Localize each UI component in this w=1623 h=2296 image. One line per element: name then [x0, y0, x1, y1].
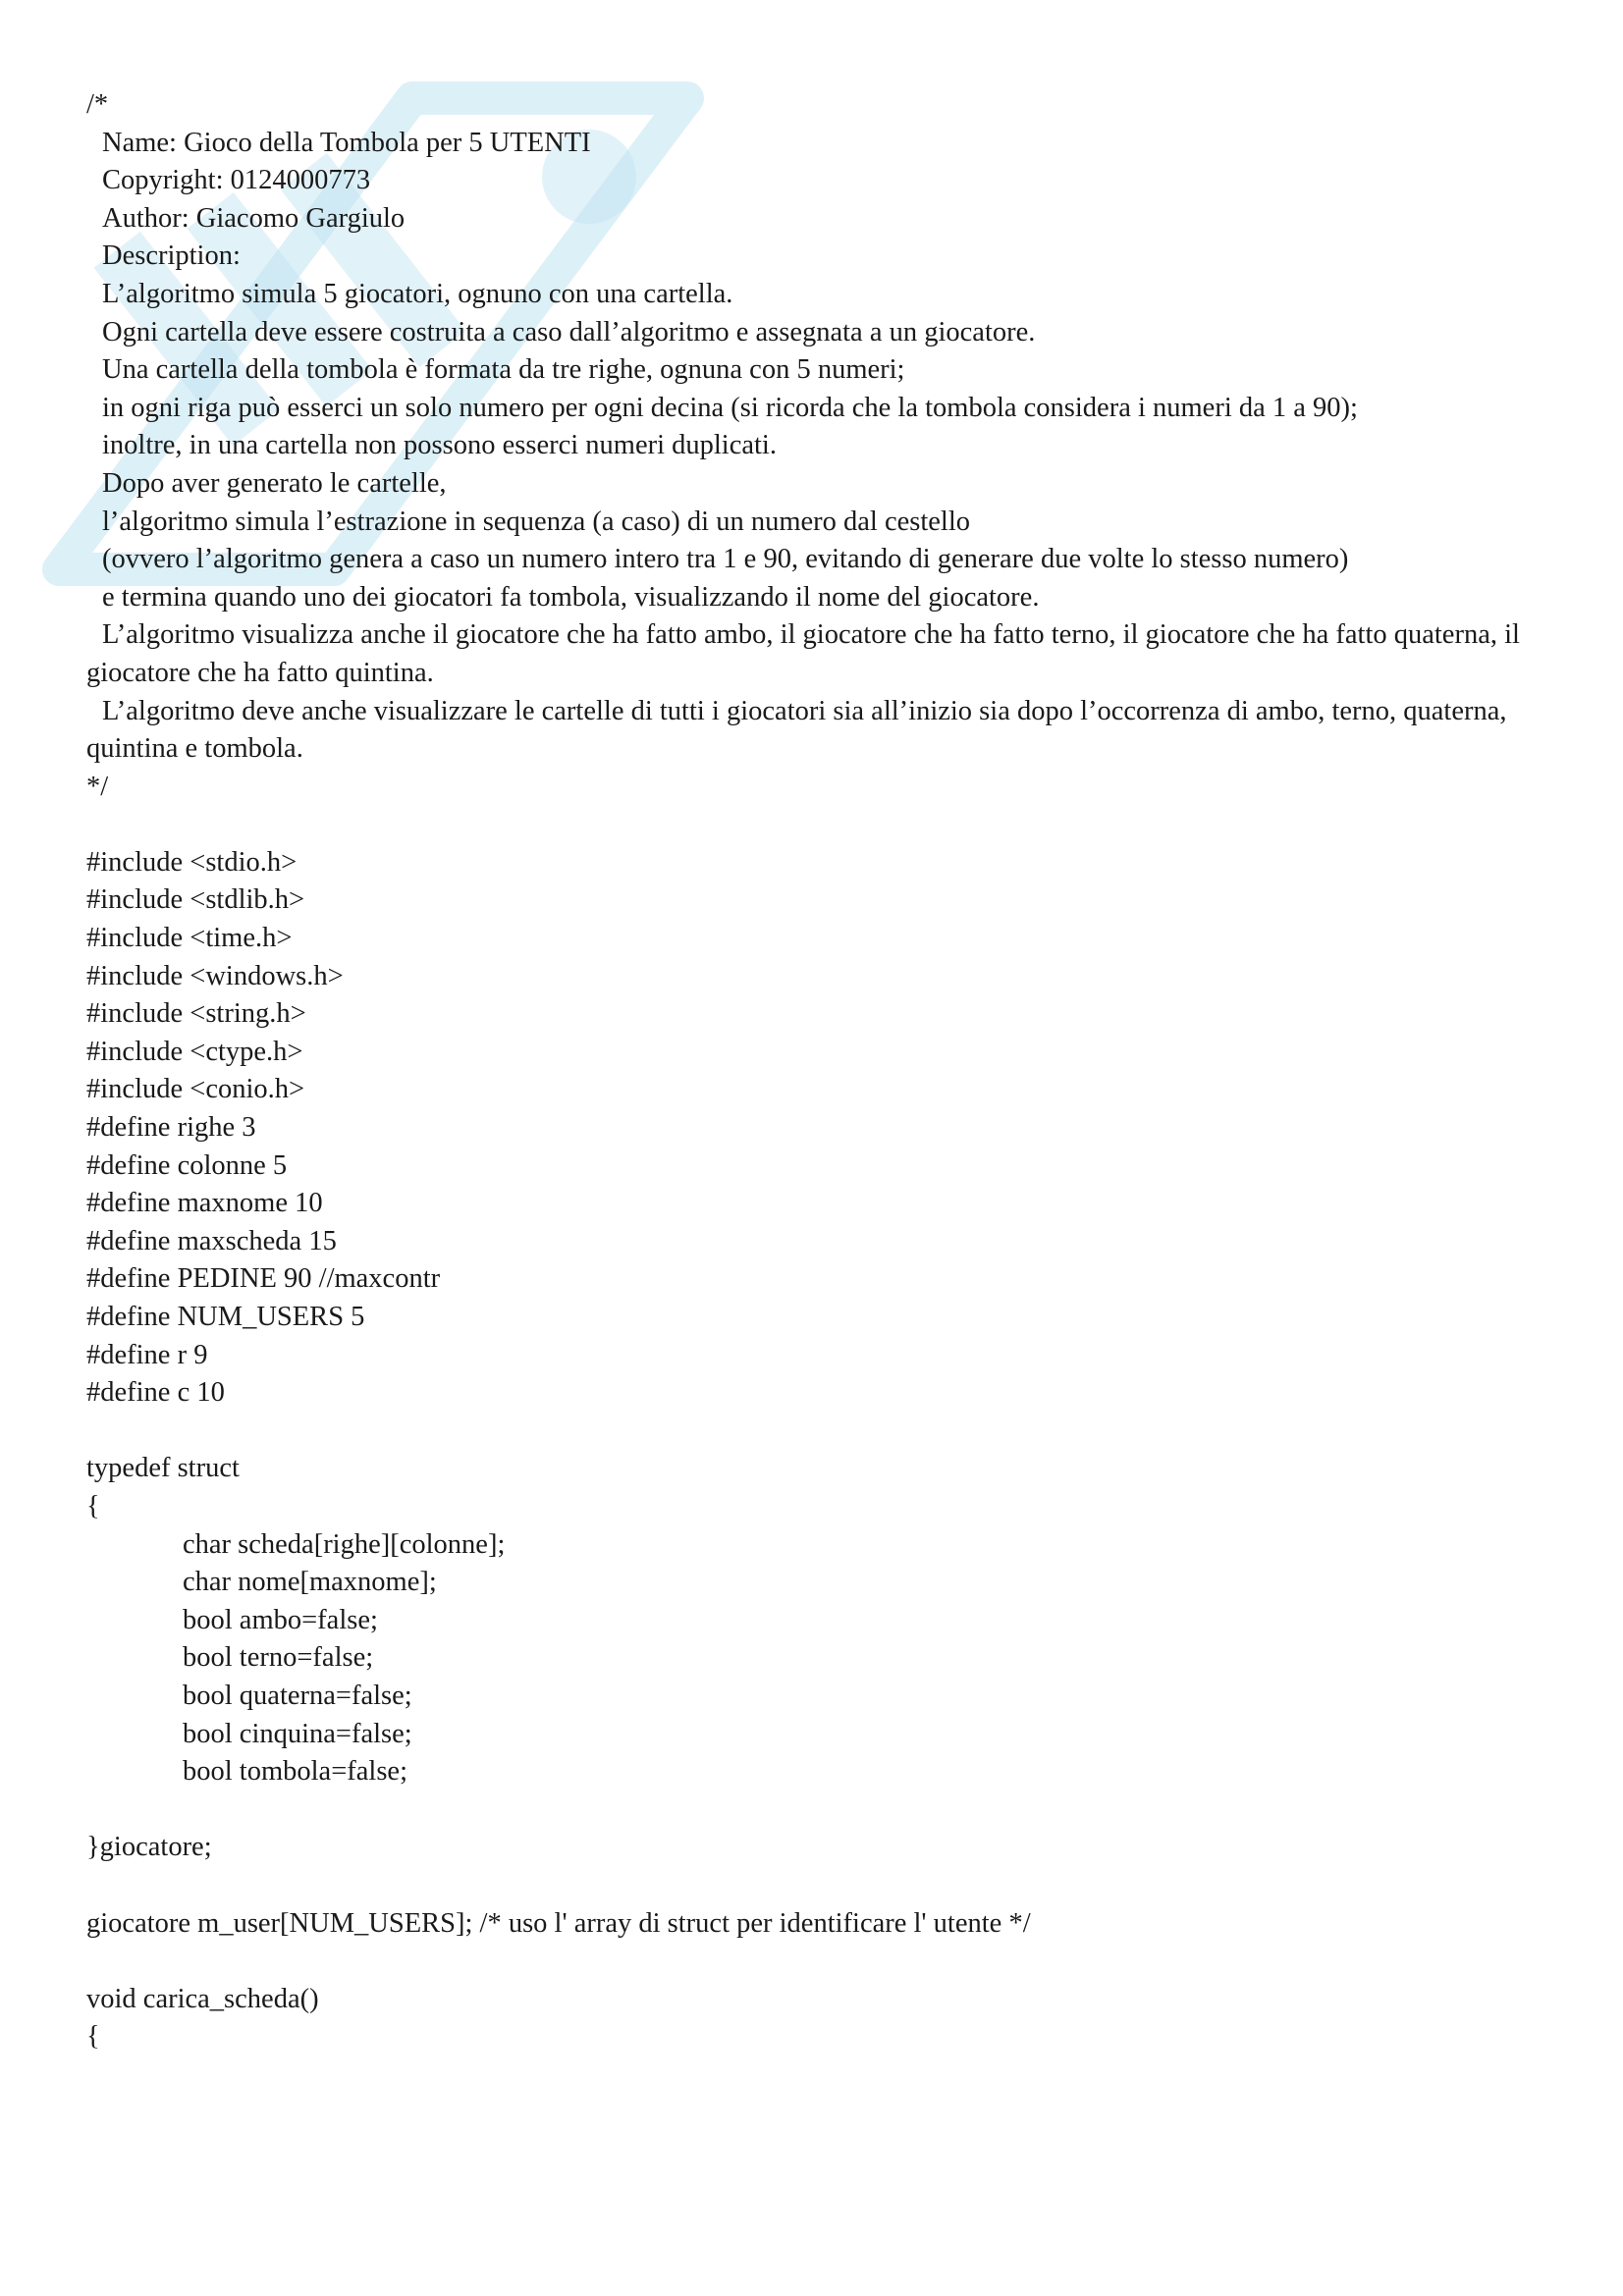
blank-line	[86, 1867, 1540, 1905]
description-line: L’algoritmo simula 5 giocatori, ognuno con una cartella.	[102, 278, 733, 309]
struct-field: bool tombola=false;	[183, 1756, 407, 1788]
function-brace-open: {	[86, 2021, 100, 2053]
struct-field: bool cinquina=false;	[183, 1718, 412, 1749]
define-line: #define maxnome 10	[86, 1188, 323, 1219]
description-line: Ogni cartella deve essere costruita a caso dall’algoritmo e assegnata a un giocatore.	[102, 316, 1036, 347]
description-line: inoltre, in una cartella non possono esserci numeri duplicati.	[102, 430, 777, 461]
struct-field: bool ambo=false;	[183, 1604, 378, 1635]
description-line: Una cartella della tombola è formata da tre righe, ognuna con 5 numeri;	[102, 354, 905, 386]
description-line: L’algoritmo deve anche visualizzare le cartelle di tutti i giocatori sia all’inizio sia dopo l’occorrenza di ambo, terno, quaterna, quintina e tombola.	[86, 695, 1514, 765]
include-line: #include <windows.h>	[86, 960, 344, 991]
blank-line	[86, 1943, 1540, 1981]
description-line: L’algoritmo visualizza anche il giocatore che ha fatto ambo, il giocatore che ha fatto terno, il giocatore che ha fatto quaterna, il giocatore che ha fatto quintina.	[86, 619, 1528, 688]
define-line: #define NUM_USERS 5	[86, 1302, 365, 1332]
define-line: #define r 9	[86, 1339, 208, 1370]
struct-field: bool quaterna=false;	[183, 1680, 412, 1711]
header-name: Name: Gioco della Tombola per 5 UTENTI	[102, 127, 591, 158]
include-line: #include <conio.h>	[86, 1074, 305, 1105]
description-line: Dopo aver generato le cartelle,	[102, 467, 447, 499]
description-line: e termina quando uno dei giocatori fa tombola, visualizzando il nome del giocatore.	[102, 581, 1040, 613]
define-line: #define righe 3	[86, 1112, 256, 1144]
comment-close: */	[86, 771, 109, 802]
header-author: Author: Giacomo Gargiulo	[102, 202, 406, 234]
blank-line	[86, 1791, 1540, 1830]
description-line: (ovvero l’algoritmo genera a caso un numero intero tra 1 e 90, evitando di generare due volte lo stesso numero)	[102, 544, 1349, 575]
struct-field: bool terno=false;	[183, 1642, 374, 1674]
define-line: #define PEDINE 90 //maxcontr	[86, 1263, 441, 1295]
document-page	[86, 86, 1540, 2056]
description-line: l’algoritmo simula l’estrazione in sequenza (a caso) di un numero dal cestello	[102, 506, 970, 537]
description-line: in ogni riga può esserci un solo numero per ogni decina (si ricorda che la tombola considera i numeri da 1 a 90);	[102, 392, 1358, 423]
include-line: #include <stdio.h>	[86, 846, 298, 878]
struct-field: char scheda[righe][colonne];	[183, 1528, 506, 1560]
struct-field: char nome[maxnome];	[183, 1567, 437, 1598]
include-line: #include <stdlib.h>	[86, 884, 305, 916]
struct-brace-open: {	[86, 1490, 100, 1522]
header-description-label: Description:	[102, 240, 241, 272]
include-line: #include <time.h>	[86, 923, 293, 954]
include-line: #include <string.h>	[86, 998, 306, 1030]
function-declaration: void carica_scheda()	[86, 1983, 319, 2014]
comment-open: /*	[86, 89, 109, 120]
define-line: #define c 10	[86, 1377, 225, 1409]
include-line: #include <ctype.h>	[86, 1036, 303, 1067]
define-line: #define maxscheda 15	[86, 1225, 337, 1256]
struct-close: }giocatore;	[86, 1832, 212, 1863]
struct-declaration: typedef struct	[86, 1453, 240, 1484]
array-declaration: giocatore m_user[NUM_USERS]; /* uso l' array di struct per identificare l' utente */	[86, 1907, 1031, 1939]
define-line: #define colonne 5	[86, 1149, 288, 1181]
blank-line	[86, 806, 1540, 844]
header-copyright: Copyright: 0124000773	[102, 165, 371, 196]
blank-line	[86, 1413, 1540, 1451]
